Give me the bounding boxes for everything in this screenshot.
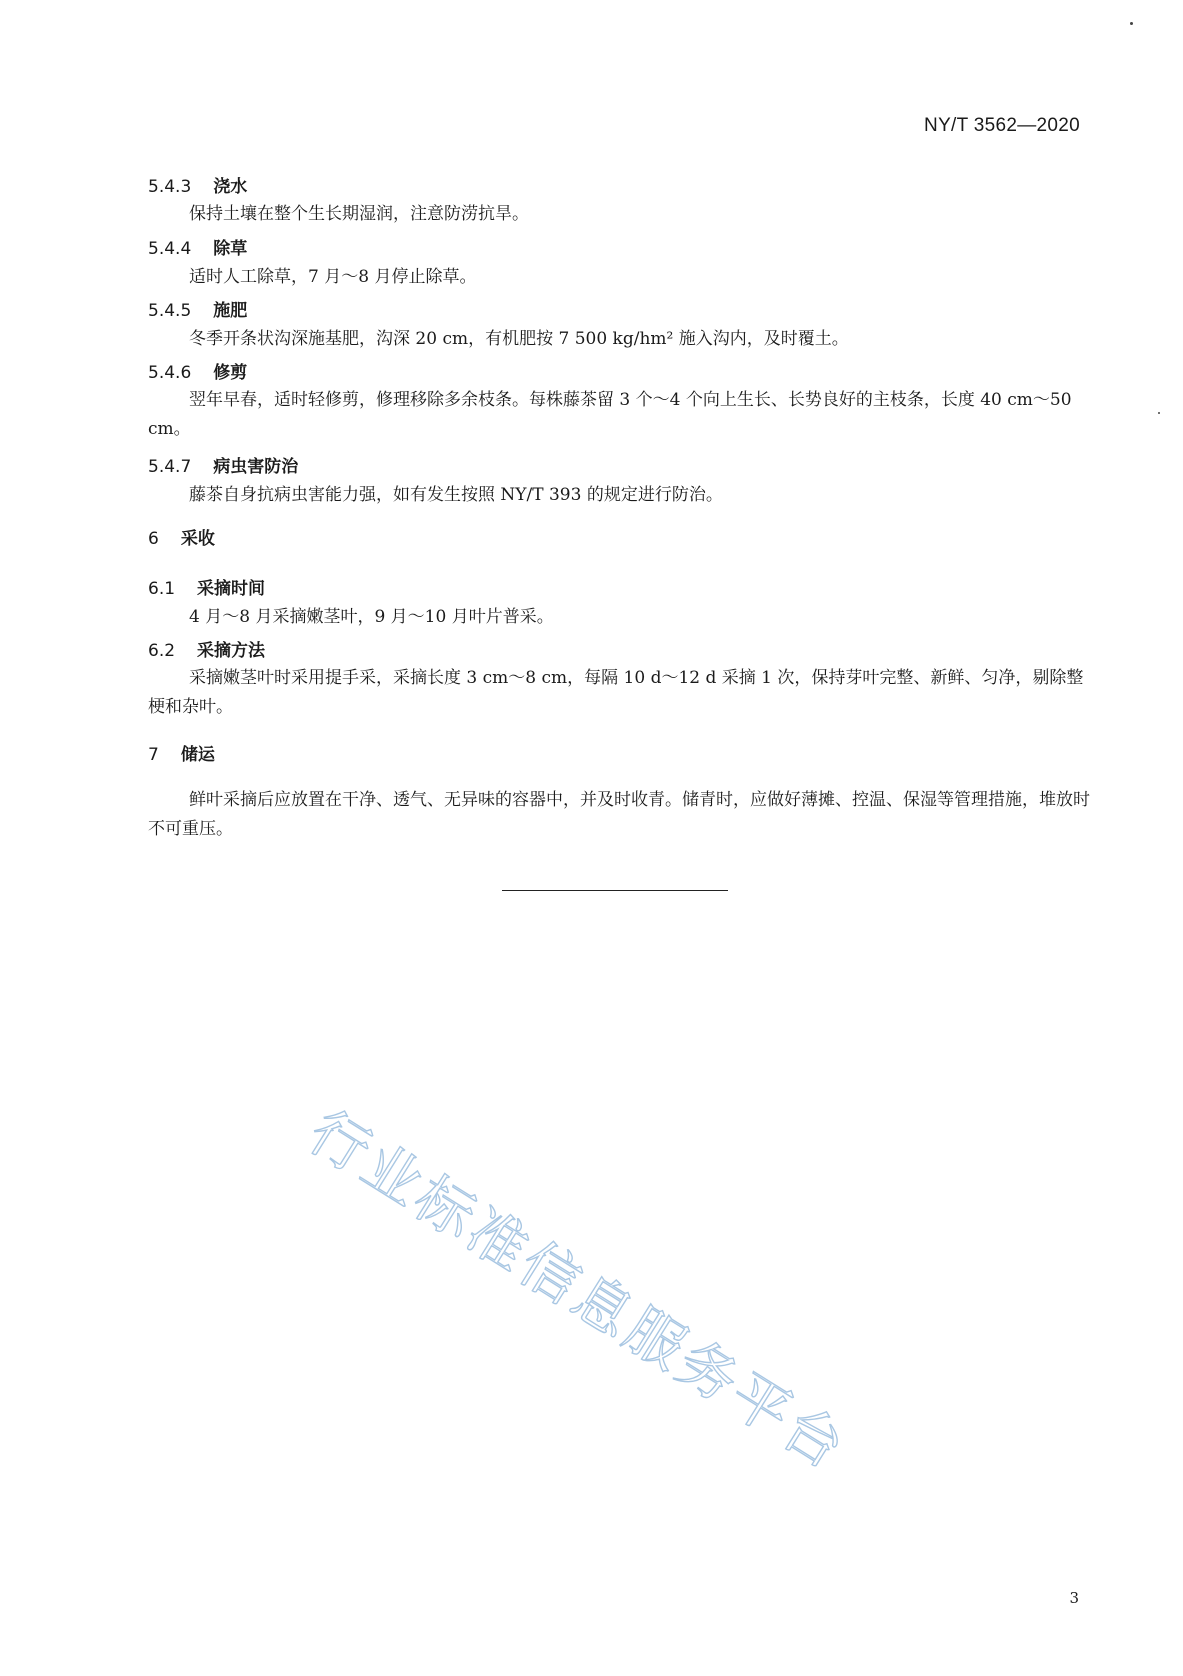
paragraph: 保持土壤在整个生长期湿润，注意防涝抗旱。 <box>189 204 529 224</box>
watermark: 行业标准信息服务平台 <box>297 1097 860 1484</box>
section-heading <box>148 636 265 661</box>
section-title: 病虫害防治 <box>213 457 299 477</box>
paragraph: 适时人工除草，7 月～8 月停止除草。 <box>189 267 477 287</box>
section-title: 储运 <box>180 745 215 765</box>
paragraph: 采摘嫩茎叶时采用提手采，采摘长度 3 cm～8 cm，每隔 10 d～12 d 采摘 1 次，保持芽叶完整、新鲜、匀净，剔除整梗和杂叶。 <box>148 668 1084 717</box>
paragraph: 冬季开条状沟深施基肥，沟深 20 cm，有机肥按 7 500 kg/hm² 施入沟内，及时覆土。 <box>189 329 849 349</box>
page-number: 3 <box>1069 1589 1079 1607</box>
section-title: 修剪 <box>213 363 248 383</box>
section-number: 5.4.3 <box>148 177 192 197</box>
section-number: 5.4.4 <box>148 239 192 259</box>
section-title: 采摘时间 <box>197 579 266 599</box>
scan-speck <box>1130 22 1133 25</box>
section-number: 5.4.5 <box>148 301 192 321</box>
section-heading <box>148 234 247 259</box>
section-title: 浇水 <box>213 177 248 197</box>
section-number: 6 <box>148 529 159 549</box>
standard-code: NY/T 3562—2020 <box>924 115 1080 136</box>
section-title: 采收 <box>180 529 215 549</box>
scan-speck <box>1158 412 1160 414</box>
section-number: 6.1 <box>148 579 176 599</box>
section-title: 施肥 <box>213 301 248 321</box>
section-heading <box>148 524 215 549</box>
section-heading <box>148 296 247 321</box>
section-heading <box>148 574 265 599</box>
end-rule <box>502 890 728 891</box>
section-title: 采摘方法 <box>197 641 266 661</box>
paragraph: 藤茶自身抗病虫害能力强，如有发生按照 NY/T 393 的规定进行防治。 <box>189 485 723 505</box>
section-number: 5.4.7 <box>148 457 192 477</box>
section-number: 7 <box>148 745 159 765</box>
section-heading <box>148 740 215 765</box>
section-number: 5.4.6 <box>148 363 192 383</box>
section-title: 除草 <box>213 239 248 259</box>
section-heading <box>148 358 247 383</box>
section-heading <box>148 172 247 197</box>
section-heading <box>148 452 298 477</box>
paragraph: 鲜叶采摘后应放置在干净、透气、无异味的容器中，并及时收青。储青时，应做好薄摊、控温、保湿等管理措施，堆放时不可重压。 <box>148 790 1090 839</box>
paragraph: 4 月～8 月采摘嫩茎叶，9 月～10 月叶片普采。 <box>189 607 554 627</box>
section-number: 6.2 <box>148 641 176 661</box>
paragraph: 翌年早春，适时轻修剪，修理移除多余枝条。每株藤茶留 3 个～4 个向上生长、长势良好的主枝条，长度 40 cm～50 cm。 <box>148 390 1072 439</box>
